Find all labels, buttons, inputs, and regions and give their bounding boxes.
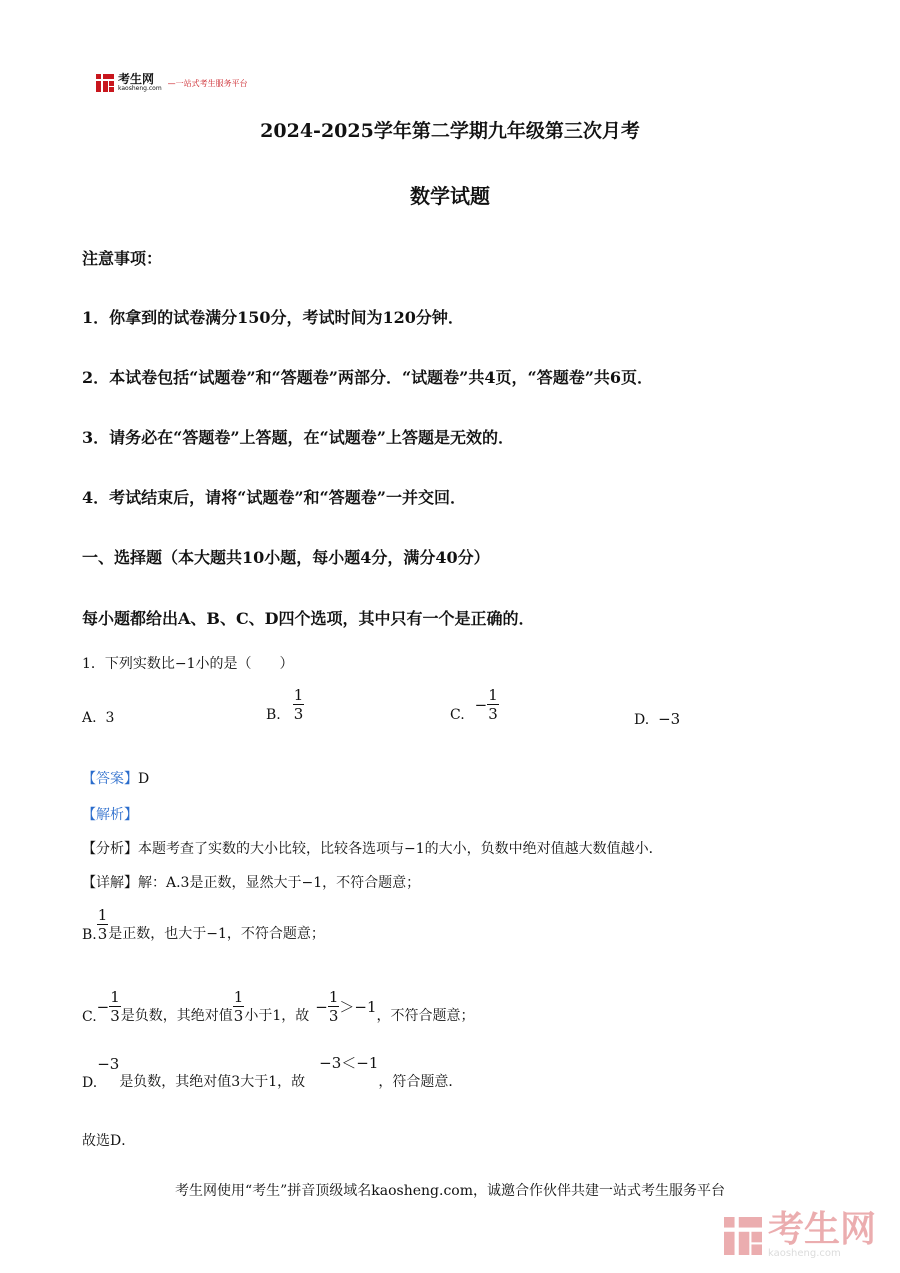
exam-subtitle: 数学试题	[410, 184, 490, 208]
xiangjie-text: 解：A.3是正数，显然大于−1，不符合题意；	[138, 875, 421, 891]
xiangjie-tag: 【详解】	[82, 875, 138, 891]
option-value: −3	[658, 710, 681, 728]
line-text: 是负数，其绝对值	[120, 1008, 233, 1024]
inequality: ＞−1	[339, 998, 377, 1016]
section-title: 一、选择题（本大题共10小题，每小题4分，满分40分）	[82, 548, 490, 567]
line-label: C.	[82, 1009, 97, 1025]
option-fraction	[293, 686, 305, 723]
answer-tag: 【答案】	[82, 771, 138, 787]
watermark-brand: 考生网	[767, 1209, 876, 1250]
option-a	[82, 710, 114, 726]
detail-fraction: $\frac{1}{3}$	[110, 988, 120, 1025]
answer-line	[82, 768, 149, 788]
detail-fraction: $\frac{1}{3}$	[97, 906, 108, 943]
detail-line-d	[82, 1054, 463, 1091]
header-logo	[96, 72, 248, 94]
watermark-domain: kaosheng.com	[767, 1248, 841, 1259]
line-text: ，符合题意．	[378, 1074, 463, 1090]
option-value: 3	[105, 710, 115, 726]
kaosheng-logo-icon	[96, 74, 114, 92]
option-label: D.	[634, 712, 650, 728]
detail-line-b	[82, 906, 325, 943]
notice-item: 2．本试卷包括“试题卷”和“答题卷”两部分．“试题卷”共4页，“答题卷”共6页．	[82, 368, 654, 387]
option-b	[266, 686, 304, 723]
notice-item: 1．你拿到的试卷满分150分，考试时间为120分钟．	[82, 308, 464, 327]
line-text: ，不符合题意；	[376, 1008, 475, 1024]
option-label: C.	[450, 706, 465, 723]
logo-domain: kaosheng.com	[118, 85, 162, 92]
notice-item: 4．考试结束后，请将“试题卷”和“答题卷”一并交回．	[82, 488, 466, 507]
inequality: −3＜−1	[319, 1054, 379, 1072]
detail-fraction: $\frac{1}{3}$	[328, 988, 339, 1025]
option-sign: −	[474, 695, 488, 714]
notice-item: 3．请务必在“答题卷”上答题，在“试题卷”上答题是无效的．	[82, 428, 514, 447]
line-text: 是负数，其绝对值3大于1，故	[119, 1074, 306, 1090]
watermark-logo-icon	[724, 1217, 762, 1255]
option-fraction	[487, 686, 499, 723]
logo-brand-name: 考生网	[118, 72, 155, 86]
line-label: D.	[82, 1075, 98, 1091]
fraction-numerator: 1	[488, 686, 498, 704]
option-label: A.	[82, 710, 97, 726]
watermark	[724, 1209, 876, 1259]
line-label: B.	[82, 927, 97, 943]
line-text: 小于1，故	[244, 1008, 310, 1024]
fraction-numerator: 1	[293, 686, 304, 704]
fraction-denominator: 3	[293, 705, 304, 723]
analysis-tag: 【解析】	[82, 807, 138, 823]
question-stem: 1．下列实数比−1小的是（ ）	[82, 656, 294, 672]
fenxi-line	[82, 838, 663, 858]
option-c	[450, 686, 499, 723]
option-label: B.	[266, 706, 281, 723]
fenxi-text: 本题考查了实数的大小比较，比较各选项与−1的大小，负数中绝对值越大数值越小．	[138, 841, 663, 857]
conclusion: 故选D．	[82, 1133, 136, 1149]
section-instruction: 每小题都给出A、B、C、D四个选项，其中只有一个是正确的．	[82, 609, 535, 628]
option-d	[634, 710, 680, 728]
answer-value: D	[138, 771, 150, 787]
fraction-denominator: 3	[488, 705, 498, 723]
line-text: 是正数，也大于−1，不符合题意；	[108, 926, 325, 942]
detail-line-c: C. − $\frac{1}{3}$ 是负数，其绝对值 $\frac{1}{3}$ 小于1，故 − $\frac{1}{3}$ ＞−1 ，不符合题意；	[82, 988, 475, 1025]
value: −3	[97, 1055, 120, 1073]
logo-slogan: —一站式考生服务平台	[167, 78, 248, 88]
fenxi-tag: 【分析】	[82, 841, 138, 857]
notice-heading: 注意事项：	[82, 249, 163, 268]
xiangjie-line	[82, 872, 420, 892]
detail-fraction: $\frac{1}{3}$	[233, 988, 244, 1025]
footer-text: 考生网使用“考生”拼音顶级域名kaosheng.com，诚邀合作伙伴共建一站式考生服务平台	[174, 1183, 726, 1199]
exam-title: 2024-2025学年第二学期九年级第三次月考	[260, 120, 640, 142]
